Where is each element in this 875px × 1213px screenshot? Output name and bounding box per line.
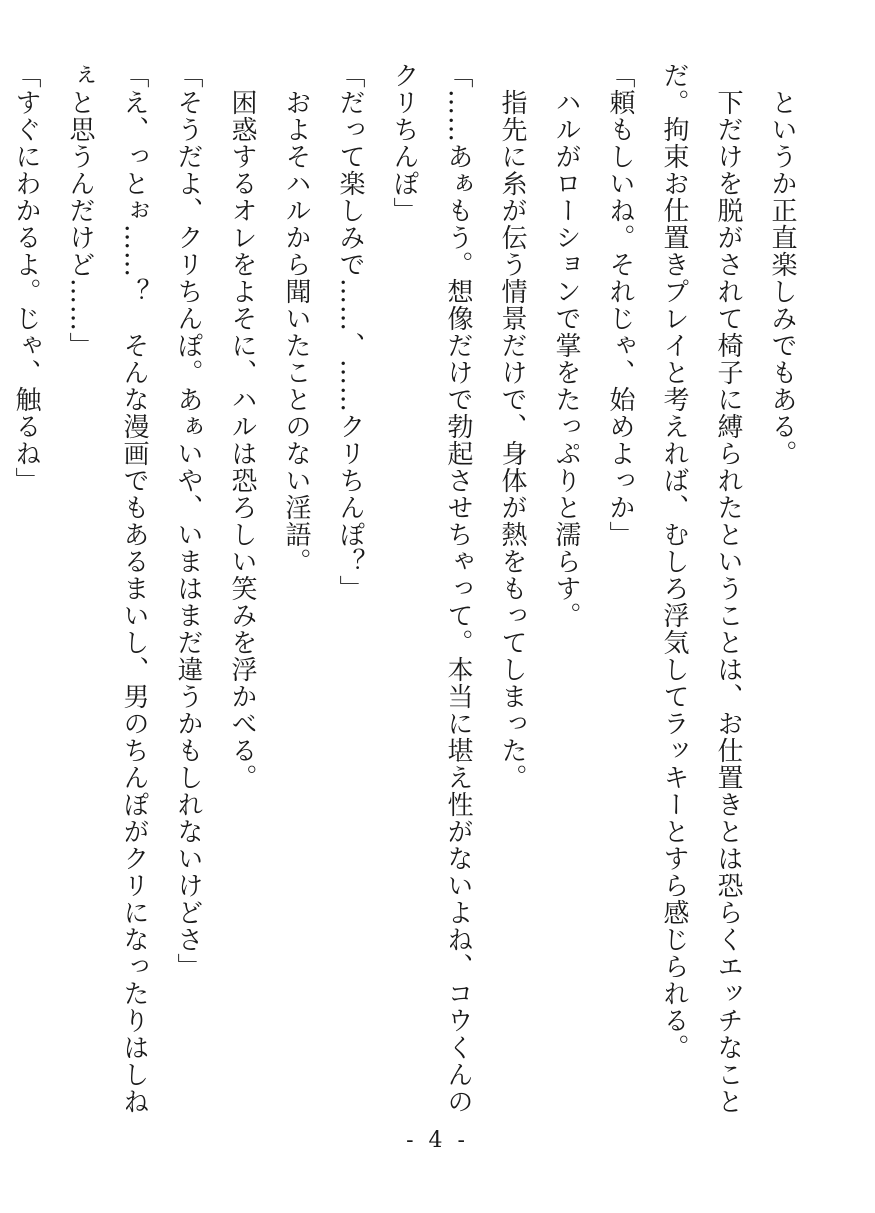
page-number: - 4 -: [406, 1128, 469, 1153]
text-line: 「え、っとぉ……？ そんな漫画でもあるまいし、男のちんぽがクリになったりはしねぇと思うんだけど……」: [65, 62, 149, 1115]
text-line: 下だけを脱がされて椅子に縛られたということは、お仕置きとは恐らくエッチなことだ。拘束お仕置きプレイと考えれば、むしろ浮気してラッキーとすら感じられる。: [659, 62, 743, 1115]
vertical-text-body: [11, 62, 809, 1132]
text-line: およそハルから聞いたことのない淫語。: [281, 62, 311, 575]
text-line: というか正直楽しみでもある。: [767, 62, 797, 467]
text-line: 困惑するオレをよそに、ハルは恐ろしい笑みを浮かべる。: [227, 62, 257, 791]
text-line: 「頼もしいね。それじゃ、始めよっか」: [605, 62, 635, 548]
text-line: 指先に糸が伝う情景だけで、身体が熱をもってしまった。: [497, 62, 527, 791]
text-line: ハルがローションで掌をたっぷりと濡らす。: [551, 62, 581, 629]
text-line: 「すぐにわかるよ。じゃ、触るね」: [11, 62, 41, 494]
text-line: 「だって楽しみで……、……クリちんぽ？」: [335, 62, 365, 602]
text-line: 「そうだよ、クリちんぽ。あぁいや、いまはまだ違うかもしれないけどさ」: [173, 62, 203, 980]
text-line: 「……あぁもう。想像だけで勃起させちゃって。本当に堪え性がないよね、コウくんのクリちんぽ」: [389, 62, 473, 1115]
